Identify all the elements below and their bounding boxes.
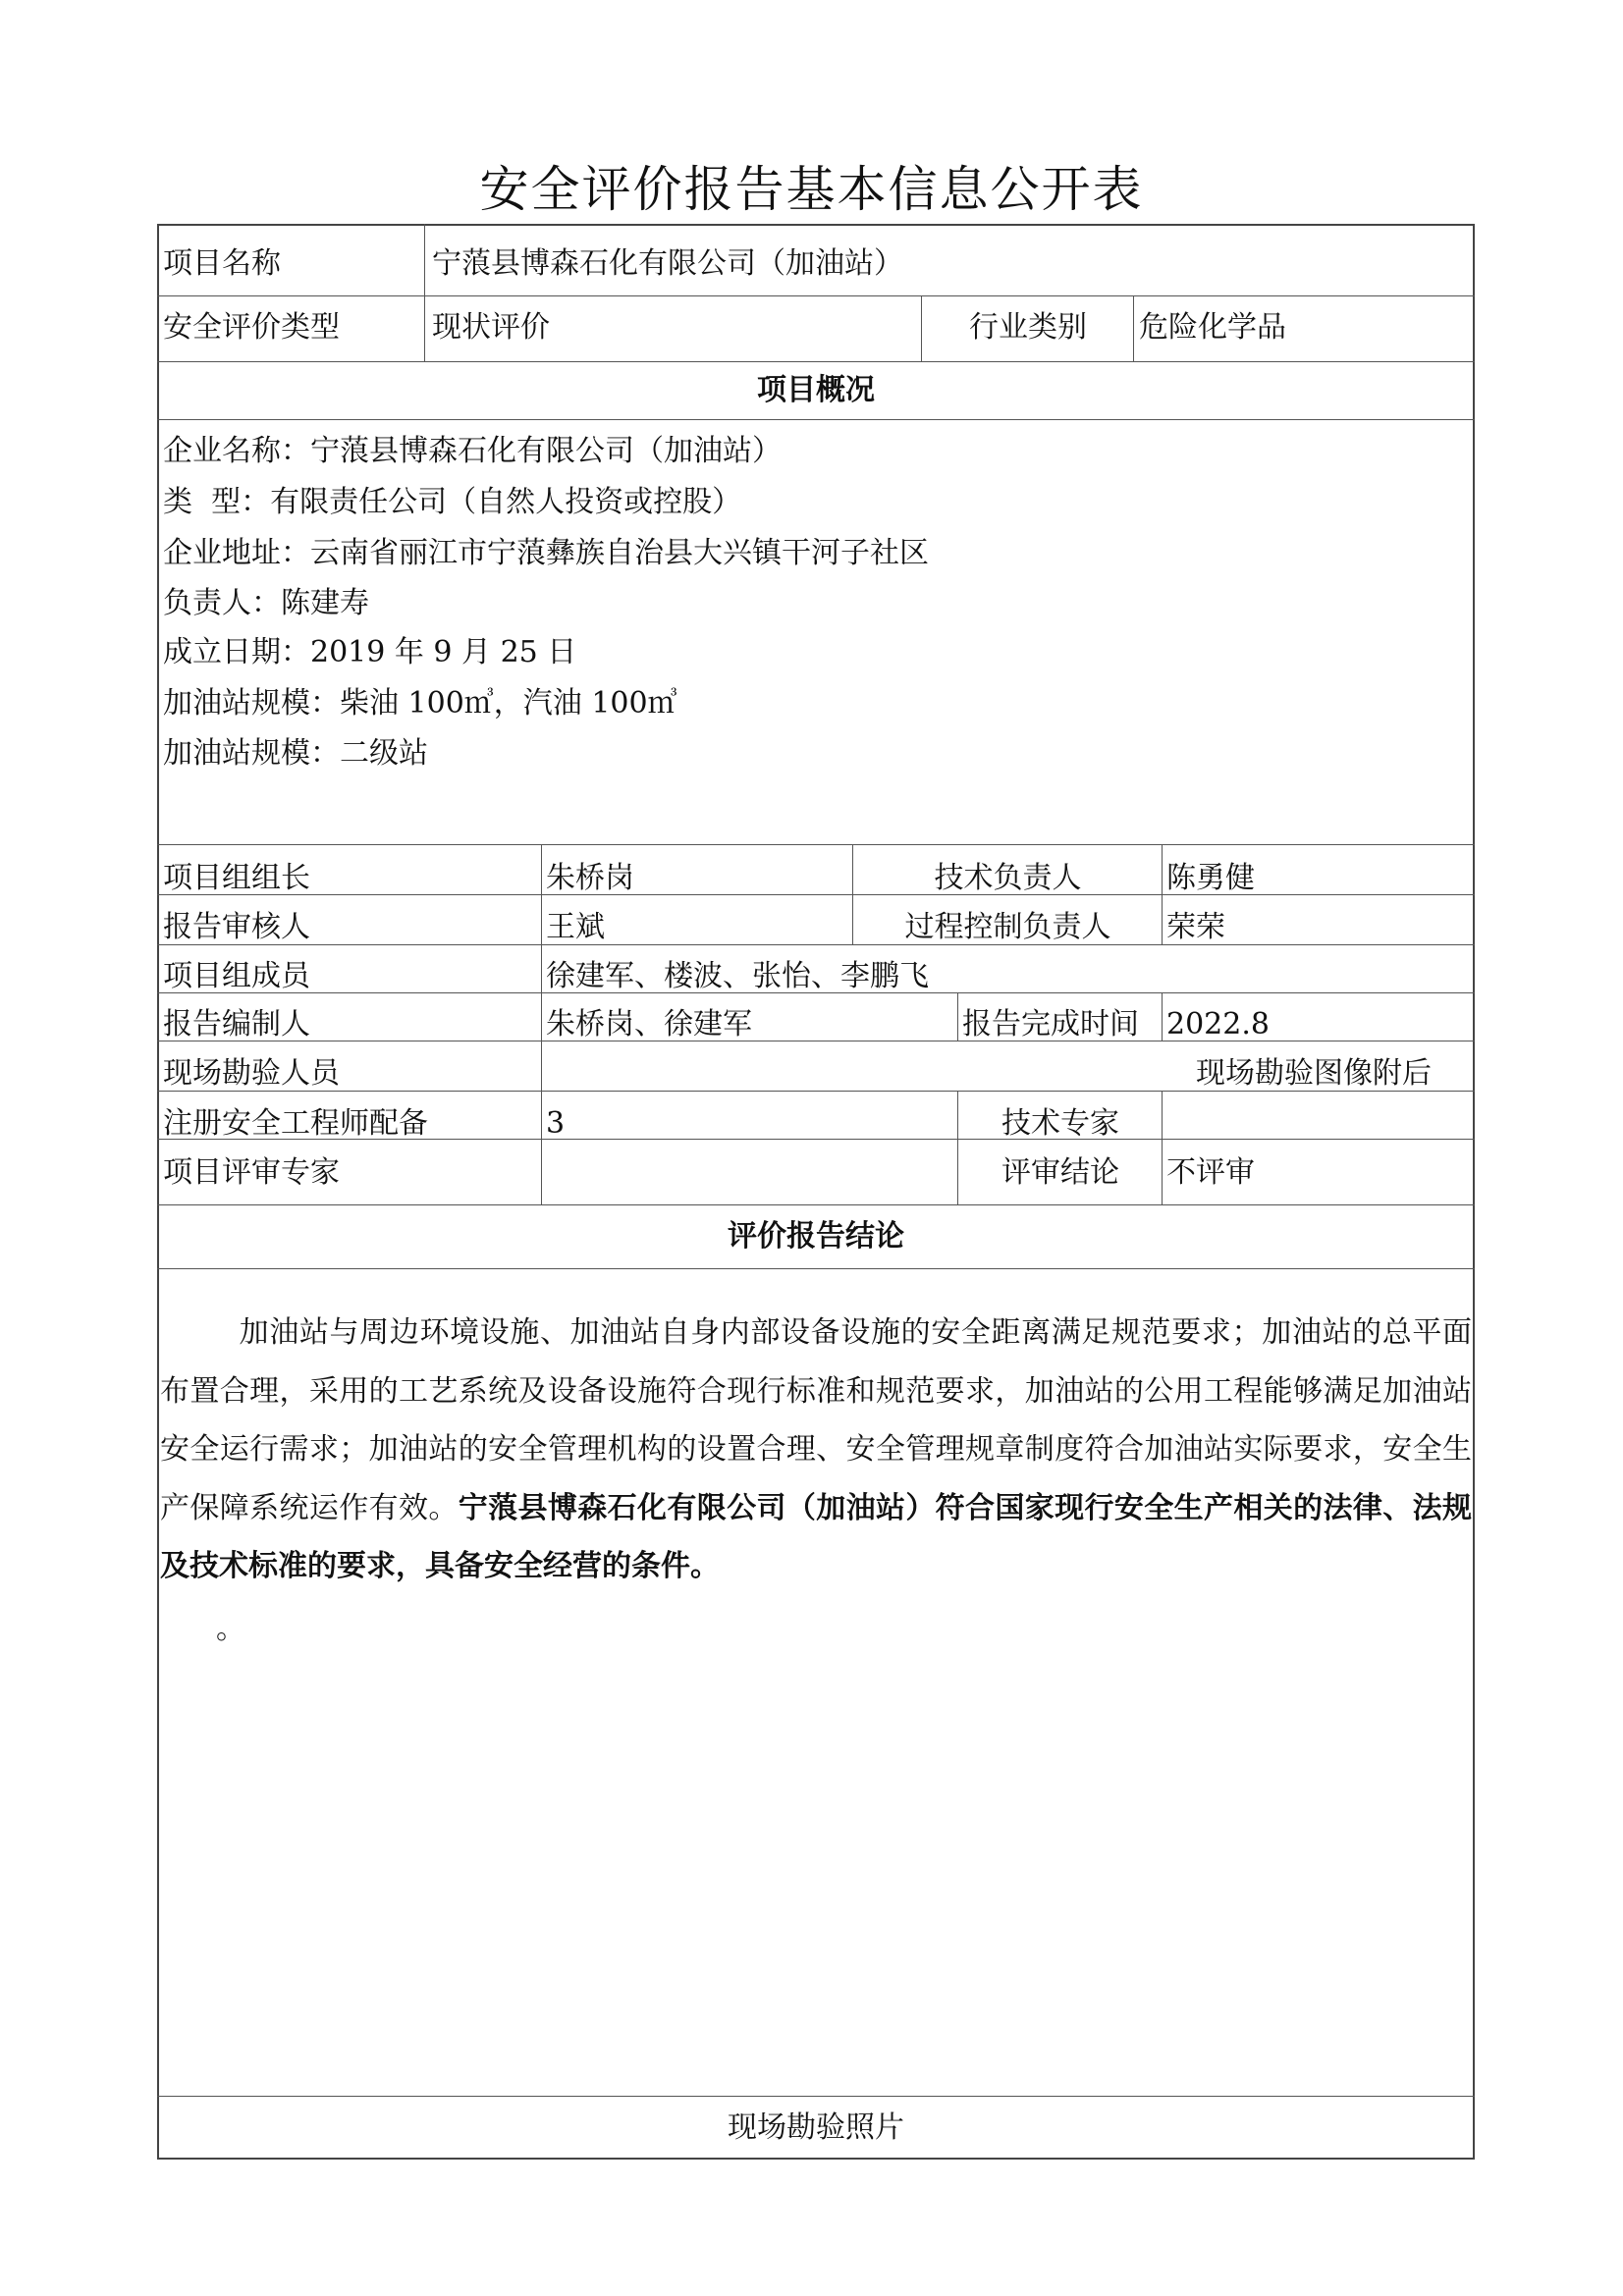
reviewer-label: 报告审核人 — [163, 910, 310, 944]
row-divider — [157, 361, 1475, 362]
review-result-value: 不评审 — [1166, 1155, 1255, 1190]
conclusion-text — [160, 1304, 1472, 1596]
project-name-value: 宁蒗县博森石化有限公司（加油站） — [432, 246, 903, 281]
col-divider — [1162, 844, 1163, 944]
project-name-label: 项目名称 — [163, 246, 281, 281]
overview-scale-capacity: 加油站规模：柴油 100㎥，汽油 100㎥ — [163, 686, 677, 721]
review-result-label: 评审结论 — [1001, 1155, 1119, 1190]
overview-company: 企业名称：宁蒗县博森石化有限公司（加油站） — [163, 434, 782, 468]
overview-address: 企业地址：云南省丽江市宁蒗彝族自治县大兴镇干河子社区 — [163, 536, 929, 570]
author-label: 报告编制人 — [163, 1007, 310, 1041]
tech-expert-label: 技术专家 — [1001, 1106, 1119, 1141]
row-divider — [157, 894, 1475, 895]
survey-photos-label: 现场勘验照片 — [728, 2110, 904, 2145]
author-value: 朱桥岗、徐建军 — [546, 1007, 752, 1041]
process-lead-value: 荣荣 — [1166, 910, 1225, 944]
members-value: 徐建军、楼波、张怡、李鹏飞 — [546, 959, 929, 993]
survey-note: 现场勘验图像附后 — [1196, 1056, 1432, 1091]
review-expert-label: 项目评审专家 — [163, 1155, 340, 1190]
team-leader-label: 项目组组长 — [163, 861, 310, 895]
tech-lead-value: 陈勇健 — [1166, 861, 1255, 895]
row-divider — [157, 2096, 1475, 2097]
overview-person-in-charge: 负责人：陈建寿 — [163, 586, 369, 620]
conclusion-text-normal: 加油站与周边环境设施、加油站自身内部设备设施的安全距离满足规范要求；加油站的总平面布置合理，采用的工艺系统及设备设施符合现行标准和规范要求，加油站的公用工程能够满足加油站安全运行需求；加油站的安全管理机构的设置合理、安全管理规章制度符合加油站实际要求，安全生产保障系统运作有效。 — [160, 1315, 1472, 1525]
industry-value: 危险化学品 — [1139, 310, 1286, 345]
conclusion-heading: 评价报告结论 — [728, 1219, 904, 1254]
col-divider — [1162, 992, 1163, 1041]
col-divider — [957, 992, 958, 1041]
engineers-label: 注册安全工程师配备 — [163, 1106, 428, 1141]
col-divider — [957, 1091, 958, 1204]
eval-type-value: 现状评价 — [432, 310, 550, 345]
industry-label: 行业类别 — [969, 310, 1087, 345]
conclusion-text-bold: 宁蒗县博森石化有限公司（加油站）符合国家现行安全生产相关的法律、法规及技术标准的要求，具备安全经营的条件。 — [160, 1490, 1473, 1583]
col-divider — [1162, 1091, 1163, 1204]
engineers-value: 3 — [546, 1106, 566, 1141]
team-leader-value: 朱桥岗 — [546, 861, 634, 895]
process-lead-label: 过程控制负责人 — [904, 910, 1111, 944]
col-divider — [541, 844, 542, 1204]
members-label: 项目组成员 — [163, 959, 310, 993]
col-divider — [424, 224, 425, 361]
eval-type-label: 安全评价类型 — [163, 310, 340, 345]
row-divider — [157, 1268, 1475, 1269]
survey-label: 现场勘验人员 — [163, 1056, 340, 1091]
overview-scale-grade: 加油站规模：二级站 — [163, 736, 428, 771]
col-divider — [1133, 295, 1134, 361]
row-divider — [157, 944, 1475, 945]
row-divider — [157, 844, 1475, 845]
overview-founded-date: 成立日期：2019 年 9 月 25 日 — [163, 635, 577, 669]
completion-label: 报告完成时间 — [962, 1007, 1139, 1041]
row-divider — [157, 295, 1475, 296]
reviewer-value: 王斌 — [546, 910, 605, 944]
col-divider — [852, 844, 853, 944]
overview-type: 类 型：有限责任公司（自然人投资或控股） — [163, 485, 742, 519]
overview-heading: 项目概况 — [757, 373, 875, 407]
conclusion-trailing-mark: 。 — [216, 1612, 245, 1646]
col-divider — [921, 295, 922, 361]
page-title: 安全评价报告基本信息公开表 — [479, 161, 1144, 218]
row-divider — [157, 419, 1475, 420]
row-divider — [157, 1204, 1475, 1205]
completion-value: 2022.8 — [1166, 1007, 1270, 1041]
tech-lead-label: 技术负责人 — [934, 861, 1082, 895]
